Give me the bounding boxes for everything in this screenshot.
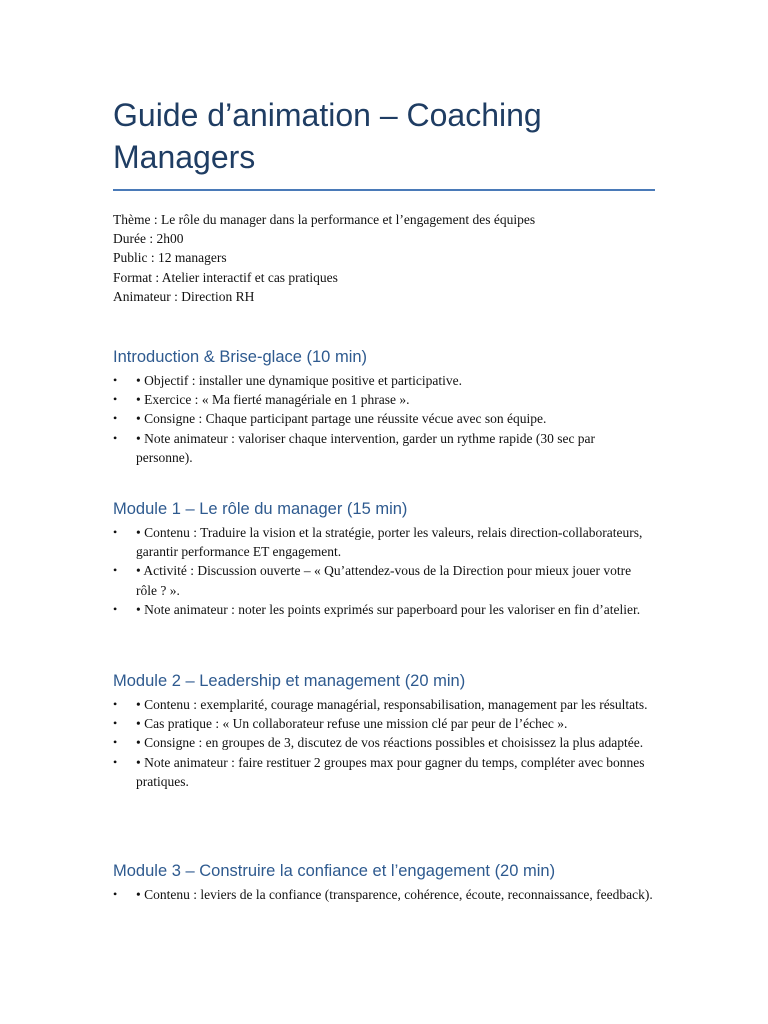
list-item [113,390,655,409]
list-item [113,429,655,467]
bullet-icon: • [113,697,118,711]
list-item-text: • Note animateur : valoriser chaque intervention, garder un rythme rapide (30 sec par personne). [136,430,596,465]
list-item-text: • Consigne : Chaque participant partage une réussite vécue avec son équipe. [136,411,547,427]
list-item-text: • Note animateur : noter les points exprimés sur paperboard pour les valoriser en fin d’atelier. [136,601,641,617]
list-item [113,523,655,561]
list-item-text: • Contenu : exemplarité, courage managérial, responsabilisation, management par les résultats. [136,697,648,712]
list-item-text: • Note animateur : faire restituer 2 groupes max pour gagner du temps, compléter avec bonnes pratiques. [136,754,645,789]
list-item-text: • Objectif : installer une dynamique positive et participative. [136,373,463,388]
section-list [113,885,655,904]
meta-duration: Durée : 2h00 [113,231,184,247]
bullet-icon: • [113,601,118,616]
list-item [113,714,655,733]
title-underline [113,189,655,191]
section-heading: Module 3 – Construire la confiance et l’engagement (20 min) [113,862,556,880]
document-title: Guide d’animation – Coaching Managers [113,97,542,175]
list-item [113,885,655,904]
bullet-icon: • [113,563,118,578]
list-item-text: • Consigne : en groupes de 3, discutez de vos réactions possibles et choisissez la plus adaptée. [136,735,644,751]
section-introduction [113,346,655,467]
section-list [113,371,655,467]
list-item-text: • Contenu : leviers de la confiance (transparence, cohérence, écoute, reconnaissance, feedback). [136,887,653,902]
bullet-icon: • [113,525,118,539]
list-item [113,561,655,599]
list-item-text: • Activité : Discussion ouverte – « Qu’attendez-vous de la Direction pour mieux jouer votre rôle ? ». [136,563,632,598]
meta-format: Format : Atelier interactif et cas pratiques [113,269,338,285]
list-item-text: • Exercice : « Ma fierté managériale en 1 phrase ». [136,392,410,408]
list-item [113,409,655,428]
section-list [113,695,655,791]
meta-theme: Thème : Le rôle du manager dans la performance et l’engagement des équipes [113,212,536,227]
bullet-icon: • [113,887,118,901]
list-item [113,733,655,752]
bullet-icon: • [113,735,118,750]
list-item [113,600,655,619]
meta-facilitator: Animateur : Direction RH [113,288,255,304]
bullet-icon: • [113,411,118,426]
section-list [113,523,655,619]
list-item-text: • Contenu : Traduire la vision et la stratégie, porter les valeurs, relais direction-collaborateurs, garantir performance ET engagement. [136,525,643,560]
meta-audience: Public : 12 managers [113,250,227,266]
section-module-3 [113,860,655,904]
list-item [113,695,655,714]
bullet-icon: • [113,392,118,407]
bullet-icon: • [113,716,118,731]
meta-block [113,210,656,306]
section-heading: Introduction & Brise-glace (10 min) [113,348,368,366]
list-item [113,753,655,791]
section-heading: Module 1 – Le rôle du manager (15 min) [113,500,408,518]
list-item-text: • Cas pratique : « Un collaborateur refuse une mission clé par peur de l’échec ». [136,716,568,732]
section-module-1 [113,498,655,619]
section-heading: Module 2 – Leadership et management (20 min) [113,672,466,690]
list-item [113,371,655,390]
section-module-2 [113,670,655,791]
bullet-icon: • [113,373,118,387]
bullet-icon: • [113,430,118,445]
bullet-icon: • [113,754,118,769]
